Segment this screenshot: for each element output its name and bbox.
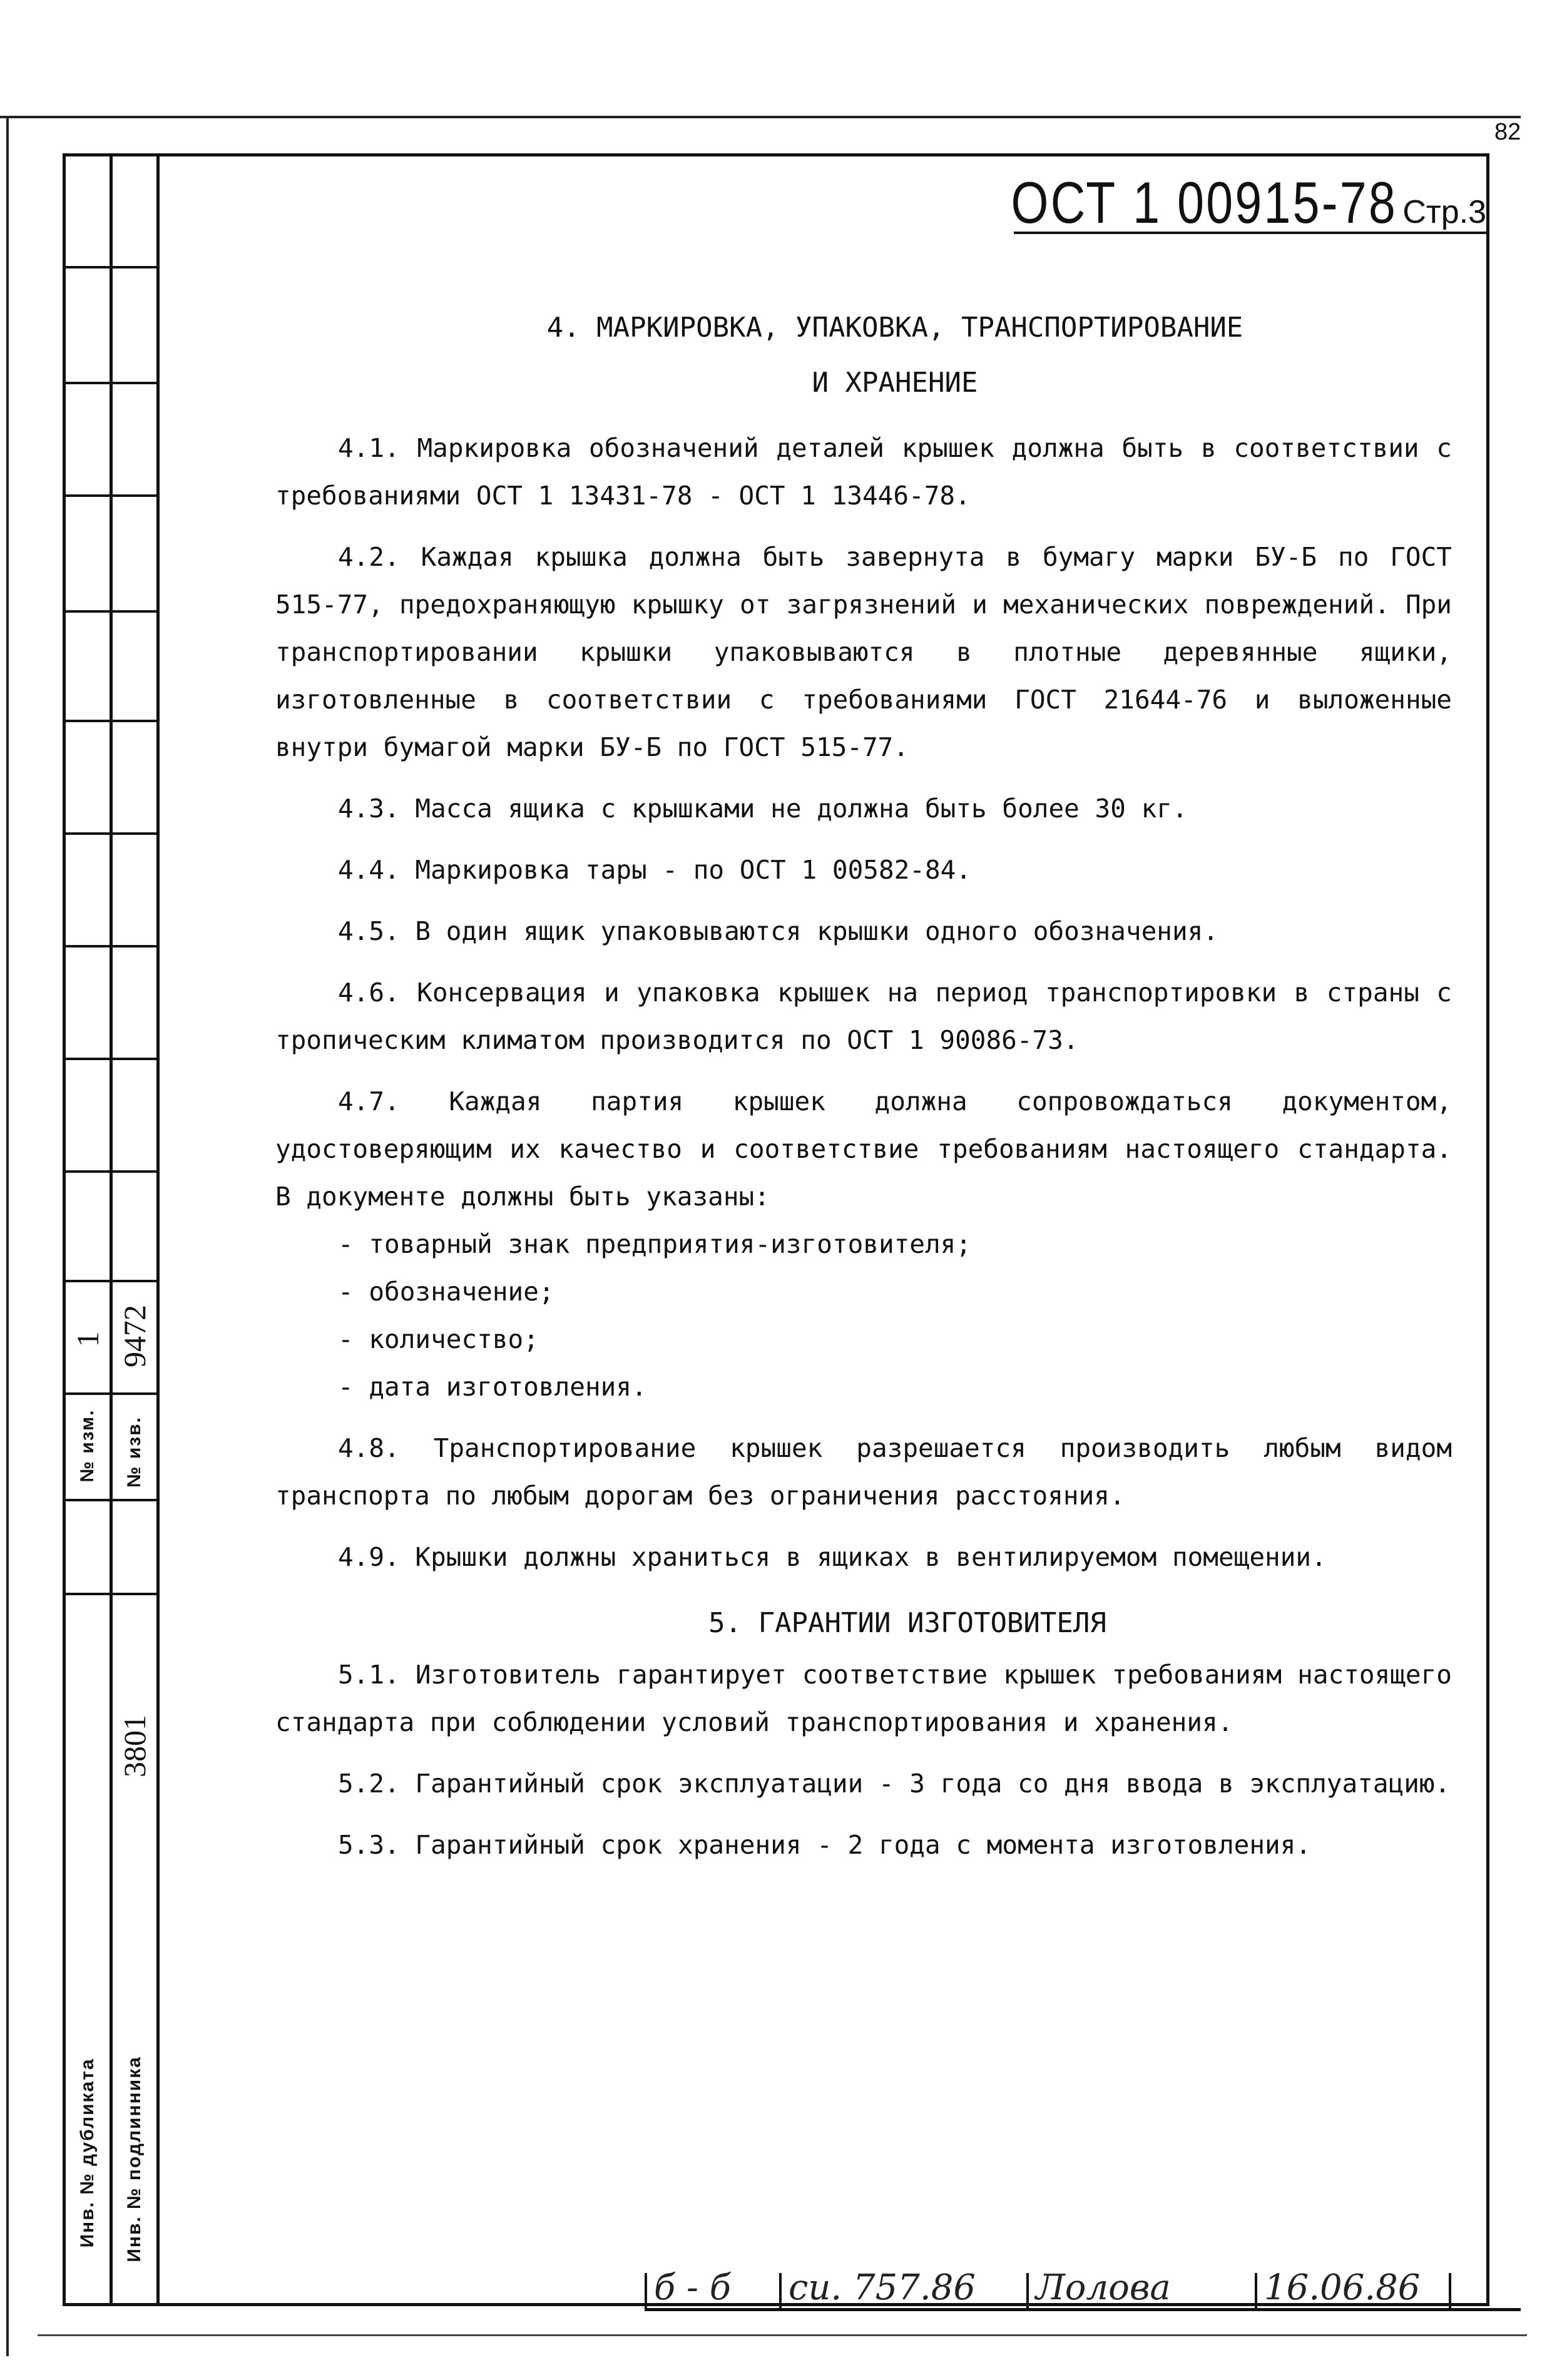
stamp-separator (1026, 2273, 1029, 2309)
stamp-field-2: си. 757.86 (789, 2267, 976, 2308)
paragraph-4-7: 4.7. Каждая партия крышек должна сопровождаться документом, удостоверяющим их качество и соответствие требованиям настоящего стандарта. В документе должны быть указаны: (275, 1086, 1452, 1212)
margin-column-divider (110, 153, 113, 2306)
margin-grid-line (63, 832, 156, 835)
top-border-line (0, 116, 1521, 118)
bottom-border-line (38, 2334, 1527, 2336)
stamp-underline (645, 2308, 1521, 2311)
header-underline (1014, 232, 1489, 234)
left-border-line (6, 116, 9, 2356)
margin-grid-line (63, 1170, 156, 1173)
paragraph-4-9: 4.9. Крышки должны храниться в ящиках в вентилируемом помещении. (338, 1542, 1327, 1572)
document-designation (926, 169, 1486, 237)
stamp-field-3: Лолова (1036, 2267, 1171, 2308)
section-4-title-line-2: И ХРАНЕНИЕ (812, 367, 978, 399)
section-5-title: 5. ГАРАНТИИ ИЗГОТОВИТЕЛЯ (708, 1607, 1106, 1639)
list-item: - товарный знак предприятия-изготовителя; (338, 1229, 972, 1259)
document-body (275, 300, 1452, 1882)
margin-grid-line (63, 610, 156, 613)
margin-grid-line (63, 945, 156, 947)
document-contents-list (275, 1220, 1452, 1411)
margin-grid-line (63, 720, 156, 722)
stamp-separator (1449, 2273, 1451, 2309)
notice-number-value: 9472 (117, 1305, 152, 1367)
stamp-field-4: 16.06.86 (1264, 2267, 1421, 2308)
stamp-separator (645, 2273, 647, 2309)
margin-grid-line (63, 1593, 156, 1595)
margin-grid-line (63, 1392, 156, 1395)
paragraph-4-4: 4.4. Маркировка тары - по ОСТ 1 00582-84. (338, 855, 972, 885)
paragraph-5-1: 5.1. Изготовитель гарантирует соответствие крышек требованиям настоящего стандарта при соблюдении условий транспортирования и хранения. (275, 1660, 1452, 1737)
paragraph-4-3: 4.3. Масса ящика с крышками не должна быть более 30 кг. (338, 794, 1188, 824)
paragraph-5-3: 5.3. Гарантийный срок хранения - 2 года с момента изготовления. (338, 1830, 1312, 1860)
paragraph-4-8: 4.8. Транспортирование крышек разрешается производить любым видом транспорта по любым дорогам без ограничения расстояния. (275, 1433, 1452, 1511)
stamp-separator (779, 2273, 782, 2309)
paragraph-4-6: 4.6. Консервация и упаковка крышек на период транспортировки в страны с тропическим климатом производится по ОСТ 1 90086-73. (275, 978, 1452, 1055)
change-number-value: 1 (70, 1331, 105, 1347)
margin-grid-line (63, 382, 156, 384)
paragraph-4-5: 4.5. В один ящик упаковываются крышки одного обозначения. (338, 916, 1218, 946)
original-inventory-value: 3801 (117, 1715, 152, 1777)
section-4-title-line-1: 4. МАРКИРОВКА, УПАКОВКА, ТРАНСПОРТИРОВАНИЕ (546, 312, 1243, 344)
margin-grid-line (63, 494, 156, 497)
duplicate-inventory-label: Инв. № дубликата (77, 2058, 98, 2248)
paragraph-4-1: 4.1. Маркировка обозначений деталей крышек должна быть в соответствии с требованиями ОСТ 1 13431-78 - ОСТ 1 13446-78. (275, 433, 1452, 511)
list-item: - дата изготовления. (338, 1372, 647, 1402)
margin-grid-line (63, 1499, 156, 1501)
paragraph-4-2: 4.2. Каждая крышка должна быть завернута в бумагу марки БУ-Б по ГОСТ 515-77, предохраняющую крышку от загрязнений и механических повреждений. При транспортировании крышки упаковываются в плотные деревянные ящики, изготовленные в соответствии с требованиями ГОСТ 21644-76 и выложенные внутри бумагой марки БУ-Б по ГОСТ 515-77. (275, 542, 1452, 762)
list-item: - количество; (338, 1324, 539, 1354)
margin-grid-line (63, 266, 156, 268)
margin-grid-line (63, 1058, 156, 1060)
page-number: 82 (1494, 119, 1521, 145)
margin-column-divider (156, 153, 160, 2306)
original-inventory-label: Инв. № подлинника (124, 2056, 145, 2262)
change-number-label: № изм. (77, 1409, 98, 1483)
standard-code: ОСТ 1 00915-78 (1011, 170, 1398, 235)
stamp-separator (1255, 2273, 1257, 2309)
page-label: Стр.3 (1402, 194, 1486, 230)
stamp-field-1: б - б (654, 2267, 731, 2308)
paragraph-5-2: 5.2. Гарантийный срок эксплуатации - 3 года со дня ввода в эксплуатацию. (338, 1769, 1451, 1799)
list-item: - обозначение; (338, 1277, 554, 1307)
margin-grid-line (63, 1280, 156, 1282)
notice-number-label: № изв. (124, 1416, 145, 1488)
